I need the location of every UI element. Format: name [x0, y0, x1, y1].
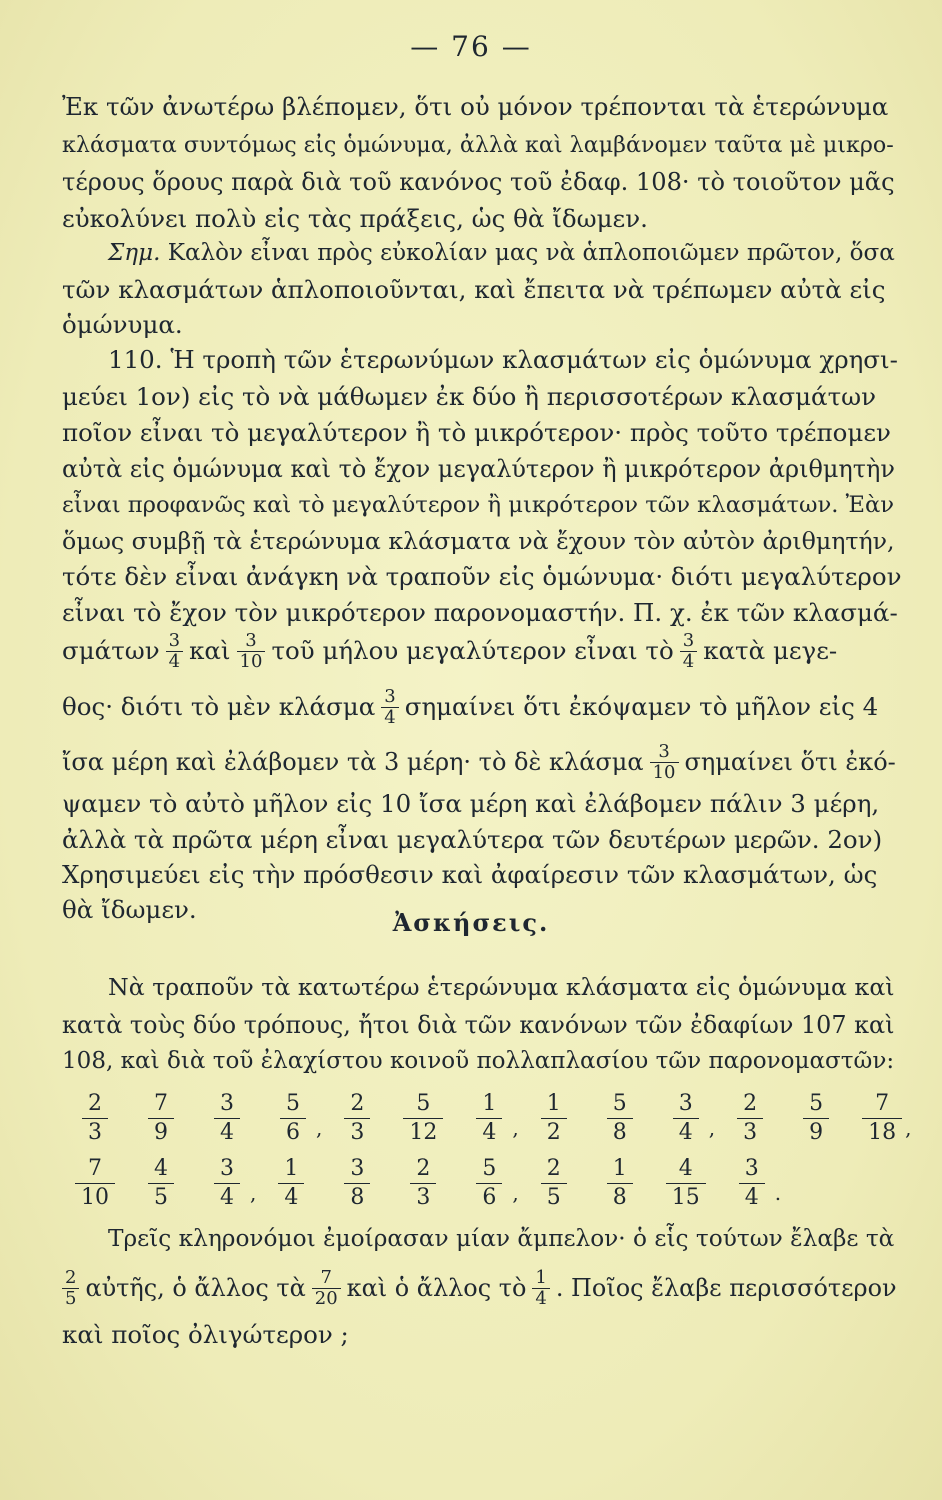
exercise-fraction [324, 1090, 390, 1147]
paragraph-line: τότε δὲν εἶναι ἀνάγκη νὰ τραποῦν εἰς ὁμώνυμα· διότι μεγαλύτερον [62, 562, 902, 591]
paragraph-line: εἶναι τὸ ἔχον τὸν μικρότερον παρονομαστήν. Π. χ. ἐκ τῶν κλασμά- [62, 598, 898, 627]
text-segment: σημαίνει ὅτι ἐκόψαμεν τὸ μῆλον εἰς 4 [404, 692, 879, 721]
numerator: 7 [875, 1091, 890, 1116]
text-segment: τοῦ μήλου μεγαλύτερον εἶναι τὸ [271, 636, 674, 665]
denominator: 8 [344, 1183, 370, 1212]
denominator: 20 [312, 1288, 341, 1309]
numerator: 2 [743, 1091, 758, 1116]
numerator: 3 [744, 1156, 759, 1181]
numerator: 2 [65, 1266, 77, 1288]
denominator: 3 [344, 1118, 370, 1147]
exercise-line: κατὰ τοὺς δύο τρόπους, ἤτοι διὰ τῶν κανόνων τῶν ἐδαφίων 107 καὶ [62, 1011, 895, 1039]
numerator: 3 [682, 629, 695, 651]
denominator: 4 [476, 1118, 502, 1147]
numerator: 5 [809, 1091, 824, 1116]
exercise-fraction [717, 1090, 783, 1147]
exercises-heading: Ἀσκήσεις. [392, 908, 550, 937]
denominator: 4 [166, 651, 183, 672]
numerator: 5 [482, 1156, 497, 1181]
exercise-line: 108, καὶ διὰ τοῦ ἐλαχίστου κοινοῦ πολλαπλασίου τῶν παρονομαστῶν: [62, 1048, 895, 1074]
numerator: 2 [88, 1091, 102, 1116]
exercise-fraction [587, 1090, 653, 1147]
numerator: 3 [384, 685, 396, 707]
text-segment: σμάτων [62, 636, 160, 665]
exercise-line: Νὰ τραποῦν τὰ κατωτέρω ἑτερώνυμα κλάσματα εἰς ὁμώνυμα καὶ [108, 973, 895, 1001]
paragraph-line: 110. Ἡ τροπὴ τῶν ἑτερωνύμων κλασμάτων εἰς ὁμώνυμα χρησι- [108, 345, 898, 374]
numerator: 1 [535, 1266, 547, 1288]
separator: , [512, 1116, 519, 1140]
denominator: 5 [148, 1183, 174, 1212]
denominator: 10 [650, 762, 679, 783]
fraction [381, 687, 398, 728]
numerator: 3 [220, 1156, 234, 1181]
denominator: 5 [541, 1183, 567, 1212]
denominator: 4 [278, 1183, 304, 1212]
text-segment: καὶ [189, 636, 231, 665]
fraction [650, 742, 679, 783]
math-line [62, 682, 902, 732]
denominator: 2 [541, 1118, 567, 1147]
fraction [237, 631, 266, 672]
fraction [532, 1268, 549, 1309]
denominator: 6 [280, 1118, 306, 1147]
paragraph-line: αὐτὰ εἰς ὁμώνυμα καὶ τὸ ἔχον μεγαλύτερον ἢ μικρότερον ἀριθμητὴν [62, 455, 895, 483]
numerator: 7 [320, 1266, 332, 1288]
numerator: 3 [350, 1156, 365, 1181]
problem-line: Τρεῖς κληρονόμοι ἐμοίρασαν μίαν ἄμπελον· ὁ εἷς τούτων ἔλαβε τὰ [108, 1225, 895, 1252]
numerator: 2 [350, 1091, 365, 1116]
problem-line [62, 1262, 902, 1314]
denominator: 6 [476, 1183, 502, 1212]
numerator: 4 [678, 1156, 693, 1181]
math-line [62, 626, 902, 676]
exercise-fraction [587, 1155, 653, 1212]
numerator: 4 [154, 1156, 168, 1181]
denominator: 3 [410, 1183, 436, 1212]
separator: , [250, 1181, 257, 1205]
paragraph-line: εἶναι προφανῶς καὶ τὸ μεγαλύτερον ἢ μικρότερον τῶν κλασμάτων. Ἐὰν [62, 492, 895, 518]
numerator: 5 [286, 1091, 300, 1116]
denominator: 4 [214, 1183, 240, 1212]
denominator: 4 [680, 651, 697, 672]
note-line [108, 238, 902, 268]
paragraph-line: ποῖον εἶναι τὸ μεγαλύτερον ἢ τὸ μικρότερον· πρὸς τοῦτο τρέπομεν [62, 418, 891, 447]
denominator: 12 [403, 1118, 443, 1147]
numerator: 3 [678, 1091, 693, 1116]
denominator: 4 [381, 707, 398, 728]
denominator: 4 [532, 1288, 549, 1309]
numerator: 5 [612, 1091, 627, 1116]
exercise-fraction [653, 1155, 719, 1212]
text-segment: . Ποῖος ἔλαβε περισσότερον [555, 1274, 897, 1302]
exercise-fraction [62, 1155, 128, 1212]
paragraph-line: Ἐκ τῶν ἀνωτέρω βλέπομεν, ὅτι οὐ μόνον τρέπονται τὰ ἑτερώνυμα [62, 92, 889, 121]
denominator: 3 [737, 1118, 763, 1147]
denominator: 15 [666, 1183, 706, 1212]
text-segment: αὐτῆς, ὁ ἄλλος τὰ [85, 1274, 306, 1302]
paragraph-line: εὐκολύνει πολὺ εἰς τὰς πράξεις, ὡς θὰ ἴδωμεν. [62, 204, 648, 233]
exercise-fraction [390, 1090, 456, 1147]
paragraph-line: μεύει 1ον) εἰς τὸ νὰ μάθωμεν ἐκ δύο ἢ περισσοτέρων κλασμάτων [62, 382, 877, 411]
numerator: 7 [88, 1156, 102, 1181]
fraction [62, 1268, 79, 1309]
exercise-fraction [521, 1090, 587, 1147]
numerator: 3 [658, 740, 670, 762]
denominator: 8 [607, 1183, 633, 1212]
numerator: 1 [612, 1156, 627, 1181]
denominator: 8 [607, 1118, 633, 1147]
separator: , [905, 1116, 912, 1140]
exercise-fraction [258, 1155, 324, 1212]
denominator: 9 [148, 1118, 174, 1147]
numerator: 1 [284, 1156, 299, 1181]
paragraph-line: κλάσματα συντόμως εἰς ὁμώνυμα, ἀλλὰ καὶ λαμβάνομεν ταῦτα μὲ μικρο- [62, 132, 894, 158]
denominator: 3 [82, 1118, 108, 1147]
fraction [166, 631, 183, 672]
text-segment: κατὰ μεγε- [703, 636, 838, 665]
note-text: Καλὸν εἶναι πρὸς εὐκολίαν μας νὰ ἁπλοποιῶμεν πρῶτον, ὅσα [167, 240, 895, 266]
numerator: 2 [546, 1156, 561, 1181]
separator: . [774, 1181, 782, 1205]
denominator: 5 [62, 1288, 79, 1309]
exercise-fraction [324, 1155, 390, 1212]
page-number: — 76 — [410, 30, 532, 63]
fraction [312, 1268, 341, 1309]
paragraph-line: τέρους ὅρους παρὰ διὰ τοῦ κανόνος τοῦ ἐδαφ. 108· τὸ τοιοῦτον μᾶς [62, 168, 895, 196]
numerator: 1 [482, 1091, 497, 1116]
text-segment: σημαίνει ὅτι ἐκό- [684, 748, 896, 776]
text-segment: ἴσα μέρη καὶ ἐλάβομεν τὰ 3 μέρη· τὸ δὲ κλάσμα [62, 748, 644, 776]
denominator: 9 [803, 1118, 829, 1147]
exercise-fraction [521, 1155, 587, 1212]
separator: , [316, 1116, 323, 1140]
numerator: 2 [416, 1156, 431, 1181]
exercise-fraction [128, 1155, 194, 1212]
exercise-fraction [194, 1090, 260, 1147]
problem-line: καὶ ποῖος ὀλιγώτερον ; [62, 1320, 349, 1349]
math-line [62, 737, 902, 787]
numerator: 3 [245, 629, 257, 651]
denominator: 4 [673, 1118, 699, 1147]
paragraph-line: ψαμεν τὸ αὐτὸ μῆλον εἰς 10 ἴσα μέρη καὶ ἐλάβομεν πάλιν 3 μέρη, [62, 789, 880, 818]
separator: , [512, 1181, 519, 1205]
denominator: 10 [75, 1183, 115, 1212]
fraction [680, 631, 697, 672]
exercise-fraction [62, 1090, 128, 1147]
note-line: ὁμώνυμα. [62, 310, 183, 339]
note-line: τῶν κλασμάτων ἁπλοποιοῦνται, καὶ ἔπειτα νὰ τρέπωμεν αὐτὰ εἰς [62, 275, 886, 304]
paragraph-line: Χρησιμεύει εἰς τὴν πρόσθεσιν καὶ ἀφαίρεσιν τῶν κλασμάτων, ὡς [62, 860, 878, 889]
fraction-row [62, 1155, 783, 1212]
note-label: Σημ. [108, 240, 161, 266]
paragraph-line: ἀλλὰ τὰ πρῶτα μέρη εἶναι μεγαλύτερα τῶν δευτέρων μερῶν. 2ον) [62, 825, 883, 854]
denominator: 4 [214, 1118, 240, 1147]
numerator: 1 [546, 1091, 561, 1116]
numerator: 7 [154, 1091, 168, 1116]
denominator: 4 [739, 1183, 765, 1212]
numerator: 3 [220, 1091, 234, 1116]
numerator: 3 [168, 629, 181, 651]
paragraph-line: θὰ ἴδωμεν. [62, 895, 197, 924]
paragraph-line: ὅμως συμβῇ τὰ ἑτερώνυμα κλάσματα νὰ ἔχουν τὸν αὐτὸν ἀριθμητήν, [62, 527, 895, 555]
exercise-fraction [783, 1090, 849, 1147]
text-segment: καὶ ὁ ἄλλος τὸ [346, 1274, 527, 1302]
numerator: 5 [416, 1091, 431, 1116]
exercise-fraction [128, 1090, 194, 1147]
fraction-row [62, 1090, 913, 1147]
denominator: 10 [237, 651, 266, 672]
denominator: 18 [862, 1118, 902, 1147]
exercise-fraction [390, 1155, 456, 1212]
text-segment: θος· διότι τὸ μὲν κλάσμα [62, 692, 376, 721]
separator: , [708, 1116, 716, 1140]
